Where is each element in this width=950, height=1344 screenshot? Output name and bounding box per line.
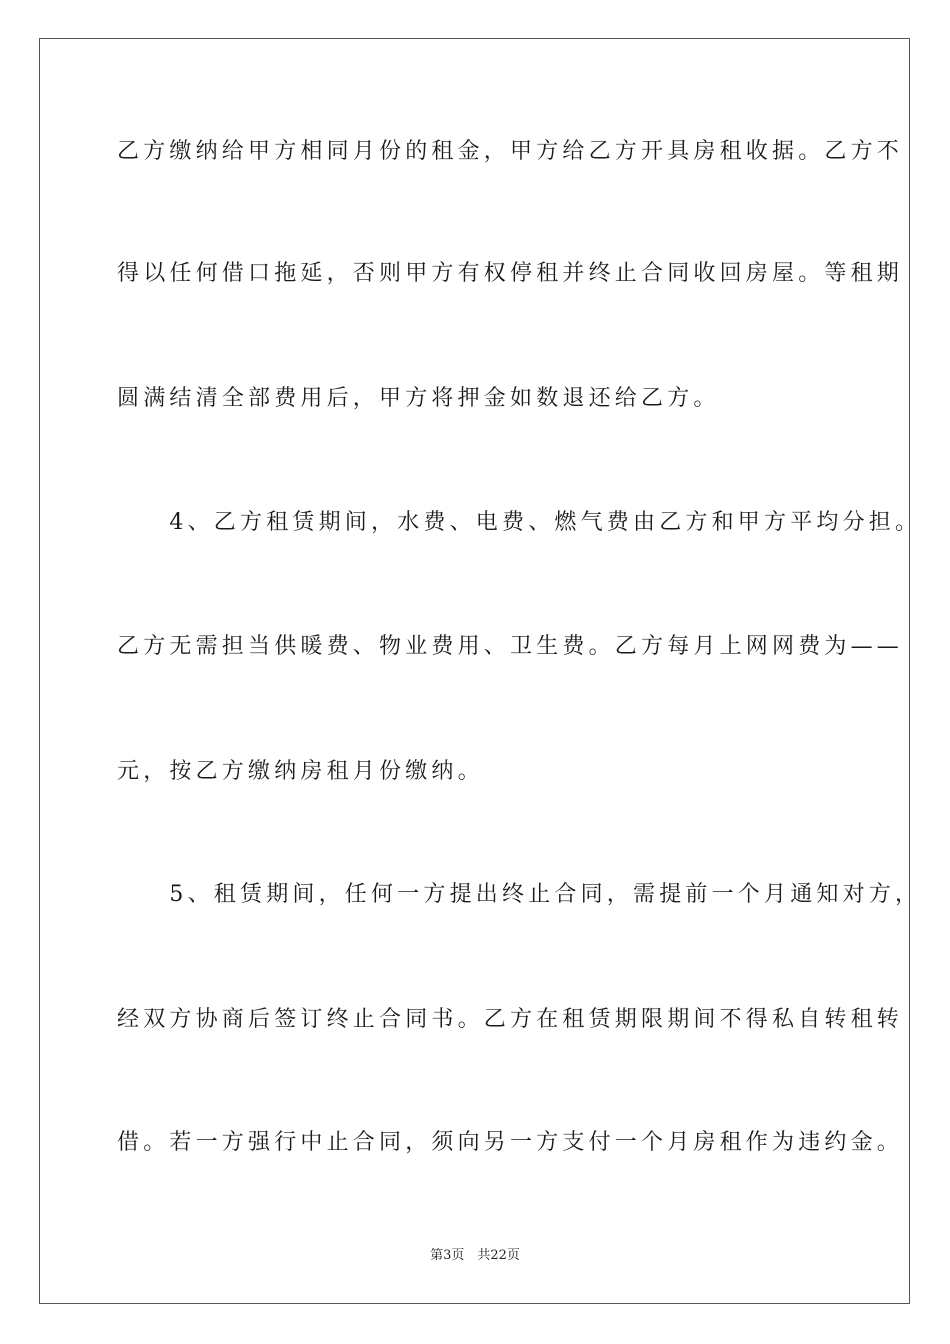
paragraph-line: 得以任何借口拖延，否则甲方有权停租并终止合同收回房屋。等租期 xyxy=(117,261,904,286)
paragraph-line: 5、租赁期间，任何一方提出终止合同，需提前一个月通知对方， xyxy=(117,882,922,907)
paragraph-line: 经双方协商后签订终止合同书。乙方在租赁期限期间不得私自转租转 xyxy=(117,1007,904,1032)
page-number-footer: 第3页 共22页 xyxy=(430,1248,520,1263)
paragraph-line: 4、乙方租赁期间，水费、电费、燃气费由乙方和甲方平均分担。 xyxy=(117,510,922,535)
paragraph-line: 乙方缴纳给甲方相同月份的租金，甲方给乙方开具房租收据。乙方不 xyxy=(117,139,904,164)
paragraph-line: 元，按乙方缴纳房租月份缴纳。 xyxy=(117,759,484,784)
paragraph-line: 乙方无需担当供暖费、物业费用、卫生费。乙方每月上网网费为—— xyxy=(117,634,904,659)
page-frame xyxy=(39,38,910,1304)
paragraph-line: 借。若一方强行中止合同，须向另一方支付一个月房租作为违约金。 xyxy=(117,1130,904,1155)
paragraph-line: 圆满结清全部费用后，甲方将押金如数退还给乙方。 xyxy=(117,386,720,411)
